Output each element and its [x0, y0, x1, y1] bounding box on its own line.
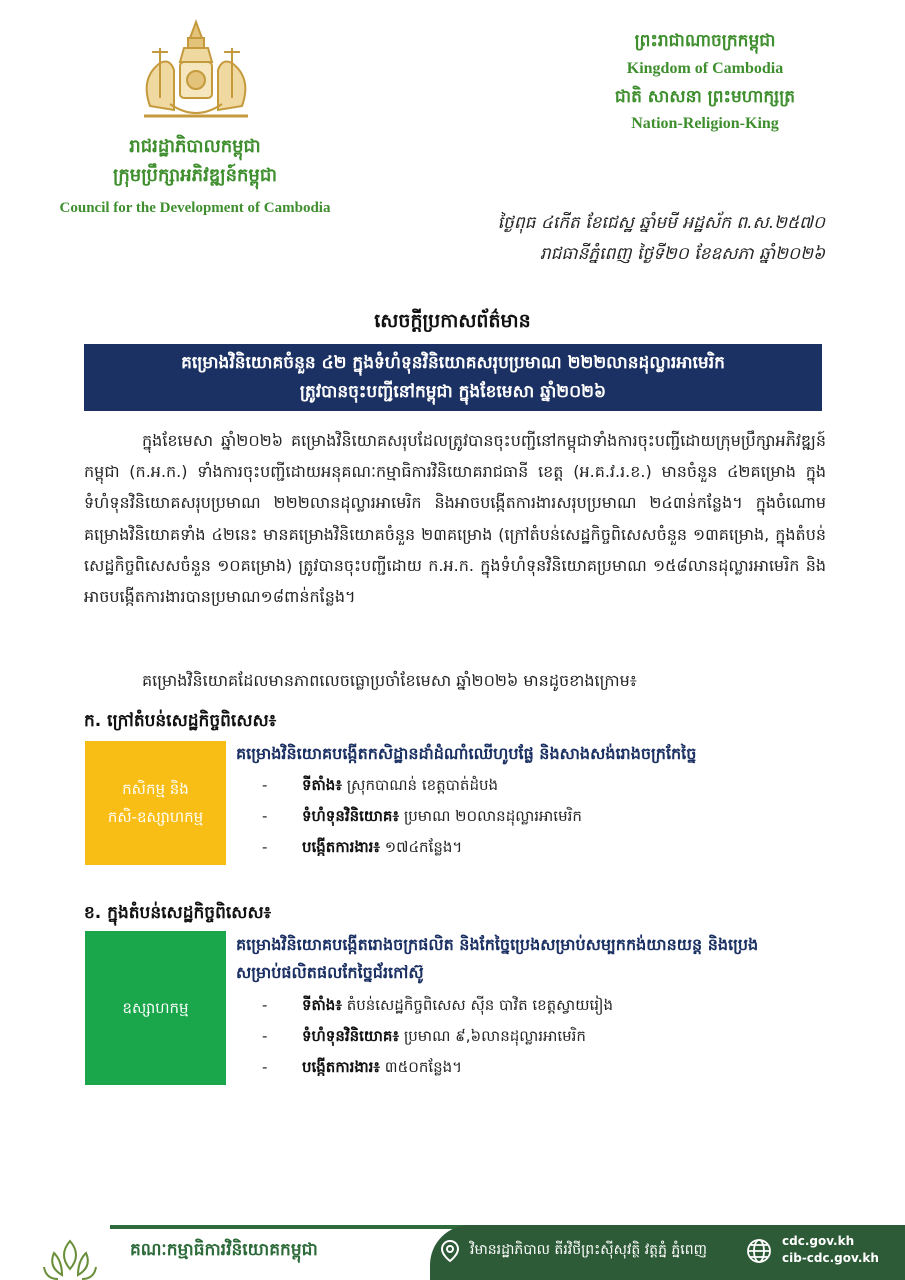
cib-logo-icon: [40, 1237, 100, 1280]
council-name-en: Council for the Development of Cambodia: [59, 200, 331, 216]
headline-banner: [84, 344, 822, 411]
royal-emblem-icon: [130, 18, 262, 126]
national-motto-en: Nation-Religion-King: [631, 115, 779, 132]
project-b-title-line-2: សម្រាប់ផលិតផលកែច្នៃជ័រកៅស៊ូ: [236, 963, 424, 982]
list-item: - បង្កើតការងារ៖ ១៧៤កន្លែង។: [262, 838, 463, 856]
body-paragraph: ក្នុងខែមេសា ឆ្នាំ២០២៦ គម្រោងវិនិយោគសរុបដែលត្រូវបានចុះបញ្ជីនៅកម្ពុជាទាំងការចុះបញ្ជីដោយក្រុមប្រឹក្សាអភិវឌ្ឍន៍កម្ពុជា (ក.អ.ក.) ទាំងការចុះបញ្ជីដោយអនុគណៈកម្មាធិការវិនិយោគរាជធានី ខេត្ត (អ.គ.វ.រ.ខ.) មានចំនួន ៤២គម្រោង ក្នុងទំហំទុនវិនិយោគសរុបប្រមាណ ២២២លានដុល្លារអាមេរិក និងអាចបង្កើតការងារសរុបប្រមាណ ២៤៣ន់កន្លែង។ ក្នុងចំណោមគម្រោងវិនិយោគទាំង ៤២នេះ មានគម្រោងវិនិយោគចំនួន ២៣គម្រោង (ក្រៅតំបន់សេដ្ឋកិច្ចពិសេសចំនួន ១៣គម្រោង, ក្នុងតំបន់សេដ្ឋកិច្ចពិសេសចំនួន ១០គម្រោង) ត្រូវបានចុះបញ្ជីដោយ ក.អ.ក. ក្នុងទំហំទុនវិនិយោគប្រមាណ ១៥៨លានដុល្លារអាមេរិក និងអាចបង្កើតការងារបានប្រមាណ១៨ពាន់កន្លែង។: [84, 431, 826, 607]
detail-value: ប្រមាណ ២០លានដុល្លារអាមេរិក: [399, 807, 582, 825]
page-footer: [0, 1225, 905, 1280]
website-link-cdc[interactable]: cdc.gov.kh: [782, 1234, 855, 1248]
document-title: សេចក្តីប្រកាសព័ត៌មាន: [374, 310, 531, 332]
lunar-date: ថ្ងៃពុធ ៤កើត ខែជេស្ឋ ឆ្នាំមមី អដ្ឋស័ក ព.ស.២៥៧០: [497, 213, 825, 233]
footer-org-name: គណៈកម្មាធិការវិនិយោគកម្ពុជា: [130, 1240, 318, 1260]
list-item: - ទីតាំង៖ ស្រុកបាណន់ ខេត្តបាត់ដំបង: [262, 776, 499, 794]
intro-line: គម្រោងវិនិយោគដែលមានភាពលេចធ្លោប្រចាំខែមេសា ឆ្នាំ២០២៦ មានដូចខាងក្រោម៖: [142, 671, 637, 690]
sector-a-line-1: កសិកម្ម និង: [122, 780, 189, 798]
detail-value: ស្រុកបាណន់ ខេត្តបាត់ដំបង: [341, 776, 499, 794]
sector-badge-industry: [85, 931, 226, 1085]
detail-value: ១៧៤កន្លែង។: [380, 838, 463, 856]
sector-badge-agriculture: [85, 741, 226, 865]
project-a-details: [262, 770, 822, 863]
section-a-heading: ក. ក្រៅតំបន់សេដ្ឋកិច្ចពិសេស៖: [84, 711, 277, 731]
detail-label: ទំហំទុនវិនិយោគ៖: [302, 807, 400, 825]
project-b-title: [236, 931, 826, 987]
list-item: - បង្កើតការងារ៖ ៣៥០កន្លែង។: [262, 1058, 463, 1076]
detail-label: ទីតាំង៖: [302, 776, 342, 794]
sector-b-line-1: ឧស្សាហកម្ម: [122, 999, 189, 1017]
detail-label: បង្កើតការងារ៖: [302, 838, 381, 856]
government-name: រាជរដ្ឋាភិបាលកម្ពុជា: [129, 136, 261, 157]
list-item: - ទីតាំង៖ តំបន់សេដ្ឋកិច្ចពិសេស ស៊ីន បាវិត ខេត្តស្វាយរៀង: [262, 996, 614, 1014]
detail-label: បង្កើតការងារ៖: [302, 1058, 381, 1076]
section-b-heading: ខ. ក្នុងតំបន់សេដ្ឋកិច្ចពិសេស៖: [84, 903, 272, 923]
detail-value: ប្រមាណ ៩,៦លានដុល្លារអាមេរិក: [399, 1027, 586, 1045]
globe-icon: [745, 1237, 773, 1265]
detail-label: ទំហំទុនវិនិយោគ៖: [302, 1027, 400, 1045]
location-pin-icon: [440, 1239, 460, 1263]
footer-address: វិមានរដ្ឋាភិបាល តីរវិថីព្រះស៊ីសុវត្ថិ វត្តភ្នំ ភ្នំពេញ: [470, 1242, 707, 1258]
solar-date: រាជធានីភ្នំពេញ ថ្ងៃទី២០ ខែឧសភា ឆ្នាំ២០២៦: [539, 244, 825, 264]
headline-line-1: គម្រោងវិនិយោគចំនួន ៤២ ក្នុងទំហំទុនវិនិយោគសរុបប្រមាណ ២២២លានដុល្លារអាមេរិក: [181, 353, 725, 373]
list-item: - ទំហំទុនវិនិយោគ៖ ប្រមាណ ៩,៦លានដុល្លារអាមេរិក: [262, 1027, 586, 1045]
council-name-kh: ក្រុមប្រឹក្សាអភិវឌ្ឍន៍កម្ពុជា: [112, 165, 277, 186]
sector-a-line-2: កសិ-ឧស្សាហកម្ម: [107, 808, 204, 826]
detail-value: ៣៥០កន្លែង។: [380, 1058, 463, 1076]
kingdom-name-kh: ព្រះរាជាណាចក្រកម្ពុជា: [634, 31, 776, 51]
headline-line-2: ត្រូវបានចុះបញ្ជីនៅកម្ពុជា ក្នុងខែមេសា ឆ្នាំ២០២៦: [299, 382, 607, 402]
kingdom-name-en: Kingdom of Cambodia: [626, 60, 784, 77]
project-a-title: គម្រោងវិនិយោគបង្កើតកសិដ្ឋានដាំដំណាំឈើហូបផ្លែ និងសាងសង់រោងចក្រកែច្នៃ: [236, 744, 697, 763]
project-b-details: [262, 990, 822, 1083]
national-motto-kh: ជាតិ សាសនា ព្រះមហាក្សត្រ: [614, 87, 796, 107]
project-b-title-line-1: គម្រោងវិនិយោគបង្កើតរោងចក្រផលិត និងកែច្នៃប្រេងសម្រាប់សម្បកកង់យានយន្ត និងប្រេង: [236, 935, 759, 954]
website-link-cib[interactable]: cib-cdc.gov.kh: [782, 1251, 879, 1265]
detail-value: តំបន់សេដ្ឋកិច្ចពិសេស ស៊ីន បាវិត ខេត្តស្វាយរៀង: [341, 996, 614, 1014]
list-item: - ទំហំទុនវិនិយោគ៖ ប្រមាណ ២០លានដុល្លារអាមេរិក: [262, 807, 582, 825]
detail-label: ទីតាំង៖: [302, 996, 342, 1014]
